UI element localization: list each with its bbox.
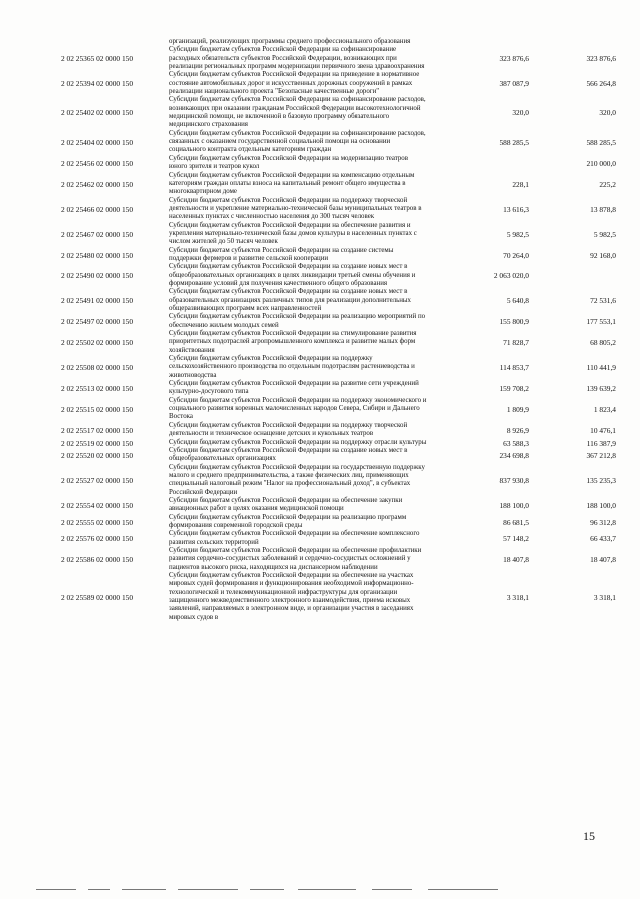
- table-row: [40, 330, 620, 355]
- revenue-description: Субсидии бюджетам субъектов Российской Федерации на поддержку творческой деятельности и техническое оснащение детских и кукольных театров: [169, 421, 408, 438]
- budget-code: 2 02 25589 02 0000 150: [61, 593, 134, 602]
- table-row: [40, 172, 620, 197]
- amount-year-2: 68 805,2: [590, 338, 616, 348]
- revenue-description: Субсидии бюджетам субъектов Российской Федерации на приведение в нормативное состояние автомобильных дорог и искусственных дорожных сооружений в рамках реализации национального проекта "Безопасные качественные дороги": [169, 71, 420, 96]
- amount-year-1: 159 708,2: [499, 384, 529, 394]
- table-row: [40, 397, 620, 422]
- revenue-description: Субсидии бюджетам субъектов Российской Федерации на обеспечение на участках мировых судей формирования и функционирования необходимой информационно-технологической и телекоммуникационной инфраструктуры для организации защищенного межведомственного электронного взаимодействия, приема исковых заявлений, направляемых в электронном виде, и организации участия в заседаниях мировых судов в: [169, 572, 414, 621]
- amount-year-1: 2 063 020,0: [493, 271, 529, 281]
- budget-code: 2 02 25513 02 0000 150: [61, 384, 134, 394]
- amount-year-2: 320,0: [599, 108, 616, 118]
- revenue-description: Субсидии бюджетам субъектов Российской Федерации на обеспечение закупки авиационных работ в целях оказания медицинской помощи: [169, 496, 403, 513]
- budget-code: 2 02 25491 02 0000 150: [61, 296, 134, 306]
- amount-year-2: 225,2: [599, 179, 616, 189]
- revenue-description: Субсидии бюджетам субъектов Российской Федерации на обеспечение комплексного развития сельских территорий: [169, 530, 420, 546]
- table-row: [40, 439, 620, 447]
- amount-year-2: 72 531,6: [590, 296, 616, 306]
- amount-year-2: 96 312,8: [590, 517, 616, 527]
- amount-year-1: 8 926,9: [506, 425, 529, 435]
- table-row: [40, 96, 620, 129]
- scan-edge-artifact: [36, 889, 556, 892]
- amount-year-1: 70 264,0: [503, 250, 529, 260]
- budget-code: 2 02 25555 02 0000 150: [61, 517, 134, 527]
- amount-year-2: 367 212,8: [586, 450, 616, 460]
- amount-year-2: 13 878,8: [590, 204, 616, 214]
- amount-year-1: 13 616,3: [503, 204, 529, 214]
- revenue-description: Субсидии бюджетам субъектов Российской Федерации на стимулирование развития приоритетных подотраслей агропромышленного комплекса и развитие малых форм хозяйствования: [169, 330, 417, 354]
- budget-code: 2 02 25490 02 0000 150: [61, 271, 134, 281]
- table-row: [40, 288, 620, 313]
- budget-code: 2 02 25394 02 0000 150: [61, 79, 134, 89]
- budget-code: 2 02 25480 02 0000 150: [61, 250, 134, 260]
- amount-year-1: 228,1: [512, 179, 529, 189]
- table-row: [40, 155, 620, 172]
- amount-year-2: 177 553,1: [586, 317, 616, 327]
- revenue-description: Субсидии бюджетам субъектов Российской Федерации на реализацию мероприятий по обеспечению жильем молодых семей: [169, 313, 426, 329]
- table-row: [40, 263, 620, 288]
- amount-year-2: 92 168,0: [590, 250, 616, 260]
- amount-year-1: 63 588,3: [503, 438, 529, 448]
- amount-year-2: 3 318,1: [593, 593, 616, 602]
- revenue-description: Субсидии бюджетам субъектов Российской Федерации на поддержку отрасли культуры: [169, 438, 427, 446]
- table-row: [40, 447, 620, 464]
- amount-year-2: 116 387,9: [586, 438, 616, 448]
- amount-year-1: 1 809,9: [506, 404, 529, 414]
- amount-year-1: 188 100,0: [499, 500, 529, 510]
- revenue-description: Субсидии бюджетам субъектов Российской Федерации на создание новых мест в общеобразовательных организациях: [169, 446, 408, 463]
- amount-year-1: 71 828,7: [503, 338, 529, 348]
- amount-year-2: 1 823,4: [593, 404, 616, 414]
- table-row: [40, 355, 620, 380]
- amount-year-2: 139 639,2: [586, 384, 616, 394]
- amount-year-2: 323 876,6: [586, 54, 616, 64]
- amount-year-1: 57 148,2: [503, 534, 529, 544]
- revenue-description: Субсидии бюджетам субъектов Российской Федерации на софинансирование расходов, связанных с оказанием государственной социальной помощи на основании социального контракта отдельным категориям граждан: [169, 129, 426, 154]
- budget-code: 2 02 25586 02 0000 150: [61, 554, 134, 564]
- amount-year-2: 135 235,3: [586, 475, 616, 485]
- amount-year-2: 588 285,5: [586, 137, 616, 147]
- budget-revenue-table: [40, 38, 620, 622]
- table-row: [40, 530, 620, 547]
- budget-code: 2 02 25554 02 0000 150: [61, 500, 134, 510]
- amount-year-1: 5 640,8: [506, 296, 529, 306]
- table-row: [40, 422, 620, 439]
- budget-code: 2 02 25365 02 0000 150: [61, 54, 134, 64]
- revenue-description: Субсидии бюджетам субъектов Российской Федерации на развитие сети учреждений культурно-досугового типа: [169, 380, 419, 396]
- table-row: [40, 497, 620, 514]
- table-row: [40, 46, 620, 71]
- table-row: [40, 71, 620, 96]
- amount-year-1: 588 285,5: [499, 137, 529, 147]
- amount-year-1: 3 318,1: [506, 593, 529, 602]
- revenue-description: Субсидии бюджетам субъектов Российской Федерации на обеспечение развития и укрепления материально-технической базы домов культуры в населенных пунктах с числом жителей до 50 тысяч человек: [169, 221, 417, 246]
- table-row: [40, 547, 620, 572]
- budget-code: 2 02 25502 02 0000 150: [61, 338, 134, 348]
- budget-code: 2 02 25462 02 0000 150: [61, 179, 134, 189]
- revenue-description: Субсидии бюджетам субъектов Российской Федерации на обеспечение профилактики развития сердечно-сосудистых заболеваний и сердечно-сосудистых осложнений у пациентов высокого риска, находящихся на диспансерном наблюдении: [169, 546, 422, 571]
- revenue-description: Субсидии бюджетам субъектов Российской Федерации на софинансирование расходов, возникающих при оказании гражданам Российской Федерации высокотехнологичной медицинской помощи, не включенной в базовую программу обязательного медицинского страхования: [169, 96, 426, 129]
- revenue-description: Субсидии бюджетам субъектов Российской Федерации на создание системы поддержки фермеров и развитие сельской кооперации: [169, 246, 394, 262]
- revenue-description: Субсидии бюджетам субъектов Российской Федерации на государственную поддержку малого и среднего предпринимательства, а также физических лиц, применяющих специальный налоговый режим "Налог на профессиональный доход", в субъектах Российской Федерации: [169, 463, 425, 496]
- amount-year-1: 114 853,7: [499, 363, 529, 373]
- budget-code: 2 02 25497 02 0000 150: [61, 317, 134, 327]
- budget-code: 2 02 25576 02 0000 150: [61, 534, 134, 544]
- revenue-description: Субсидии бюджетам субъектов Российской Федерации на поддержку экономического и социального развития коренных малочисленных народов Севера, Сибири и Дальнего Востока: [169, 396, 427, 421]
- amount-year-2: 188 100,0: [586, 500, 616, 510]
- budget-code: 2 02 25519 02 0000 150: [61, 438, 134, 448]
- amount-year-1: 18 407,8: [503, 554, 529, 564]
- budget-code: 2 02 25508 02 0000 150: [61, 363, 134, 373]
- amount-year-2: 66 433,7: [590, 534, 616, 544]
- budget-code: 2 02 25517 02 0000 150: [61, 425, 134, 435]
- amount-year-1: 320,0: [512, 108, 529, 118]
- table-row: [40, 38, 620, 46]
- revenue-description: Субсидии бюджетам субъектов Российской Федерации на создание новых мест в общеобразовательных организациях в целях ликвидации третьей смены обучения и формирование условий для получения качественного общего образования: [169, 263, 416, 287]
- amount-year-1: 234 698,8: [499, 450, 529, 460]
- table-row: [40, 222, 620, 247]
- table-row: [40, 380, 620, 397]
- budget-code: 2 02 25527 02 0000 150: [61, 475, 134, 485]
- revenue-description: Субсидии бюджетам субъектов Российской Федерации на поддержку сельскохозяйственного производства по отдельным подотраслям растениеводства и животноводства: [169, 355, 415, 379]
- amount-year-1: 323 876,6: [499, 54, 529, 64]
- table-row: [40, 514, 620, 531]
- amount-year-1: 387 087,9: [499, 79, 529, 89]
- budget-code: 2 02 25515 02 0000 150: [61, 404, 134, 414]
- amount-year-2: 18 407,8: [590, 554, 616, 564]
- revenue-description: Субсидии бюджетам субъектов Российской Федерации на реализацию программ формирования современной городской среды: [169, 513, 407, 529]
- revenue-description: Субсидии бюджетам субъектов Российской Федерации на софинансирование расходных обязательств субъектов Российской Федерации, возникающих при реализации региональных программ модернизации первичного звена здравоохранения: [169, 46, 425, 71]
- table-row: [40, 247, 620, 264]
- table-row: [40, 464, 620, 497]
- revenue-description: организаций, реализующих программы среднего профессионального образования: [169, 38, 411, 45]
- table-row: [40, 572, 620, 622]
- amount-year-2: 110 441,9: [586, 363, 616, 373]
- table-row: [40, 130, 620, 155]
- budget-code: 2 02 25404 02 0000 150: [61, 137, 134, 147]
- page-number: 15: [583, 829, 595, 843]
- budget-code: 2 02 25467 02 0000 150: [61, 229, 134, 239]
- table-row: [40, 313, 620, 330]
- budget-code: 2 02 25520 02 0000 150: [61, 450, 134, 460]
- amount-year-1: 155 800,9: [499, 317, 529, 327]
- amount-year-2: 10 476,1: [590, 425, 616, 435]
- amount-year-1: 5 982,5: [506, 229, 529, 239]
- amount-year-2: 566 264,8: [586, 79, 616, 89]
- amount-year-1: 837 930,8: [499, 475, 529, 485]
- budget-code: 2 02 25466 02 0000 150: [61, 204, 134, 214]
- amount-year-1: 86 681,5: [503, 517, 529, 527]
- table-row: [40, 197, 620, 222]
- budget-code: 2 02 25456 02 0000 150: [61, 158, 134, 168]
- amount-year-2: 210 000,0: [586, 158, 616, 168]
- amount-year-2: 5 982,5: [593, 229, 616, 239]
- budget-code: 2 02 25402 02 0000 150: [61, 108, 134, 118]
- revenue-description: Субсидии бюджетам субъектов Российской Федерации на компенсацию отдельным категориям граждан оплаты взноса на капитальный ремонт общего имущества в многоквартирном доме: [169, 171, 415, 196]
- revenue-description: Субсидии бюджетам субъектов Российской Федерации на поддержку творческой деятельности и укрепление материально-технической базы муниципальных театров в населенных пунктах с численностью населения до 300 тысяч человек: [169, 196, 422, 221]
- revenue-description: Субсидии бюджетам субъектов Российской Федерации на модернизацию театров юного зрителя и театров кукол: [169, 154, 408, 171]
- revenue-description: Субсидии бюджетам субъектов Российской Федерации на создание новых мест в образовательных организациях различных типов для реализации дополнительных общеразвивающих программ всех направленностей: [169, 288, 411, 312]
